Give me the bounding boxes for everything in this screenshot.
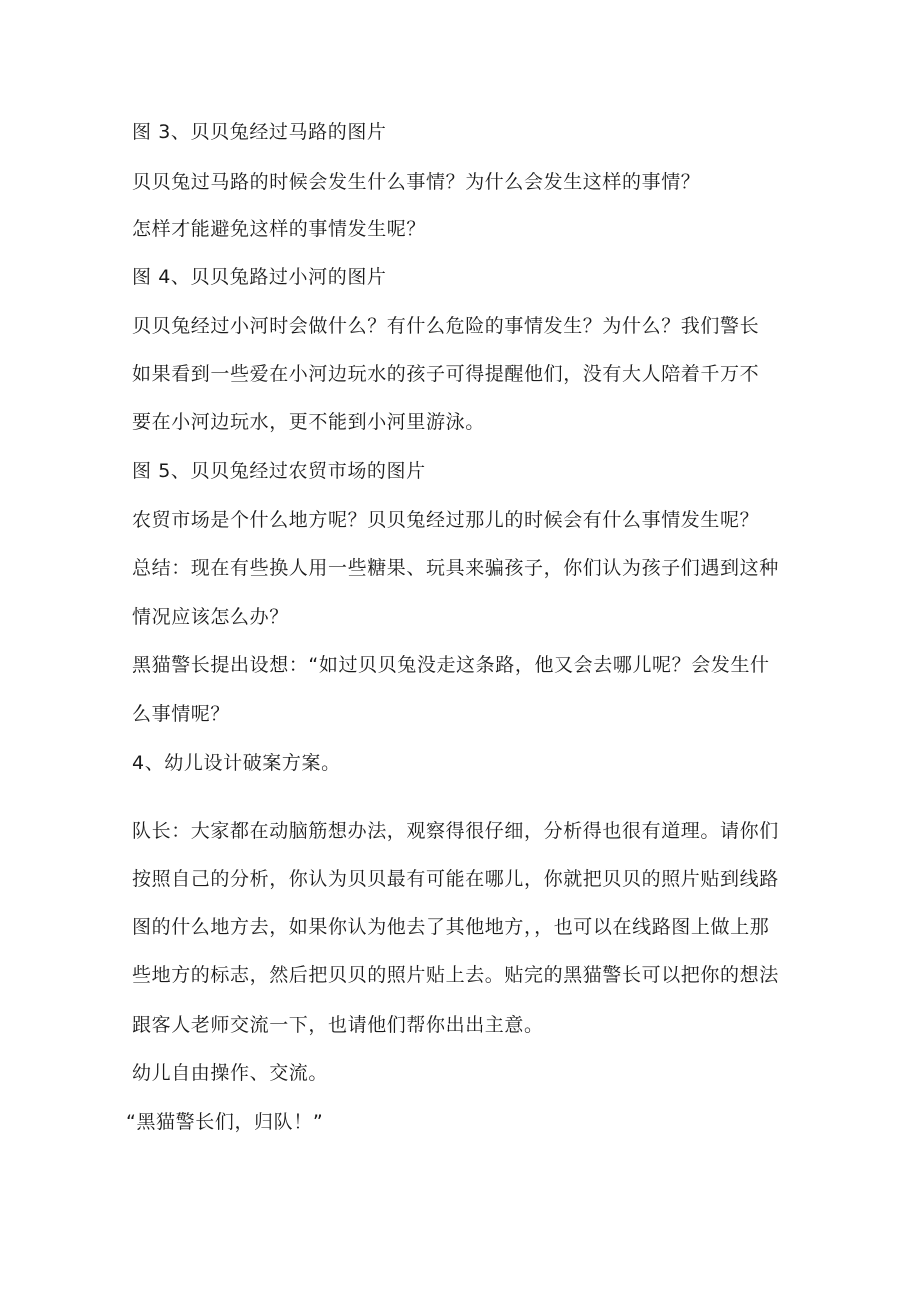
paragraph-line: 黑猫警长提出设想：“如过贝贝兔没走这条路，他又会去哪儿呢？会发生什 [132, 654, 770, 676]
paragraph-line: 跟客人老师交流一下，也请他们帮你出出主意。 [132, 1014, 544, 1036]
paragraph-line: 怎样才能避免这样的事情发生呢？ [132, 218, 427, 240]
paragraph-line: 么事情呢？ [132, 703, 231, 725]
paragraph-line: 情况应该怎么办？ [132, 606, 289, 628]
section-heading: 4、幼儿设计破案方案。 [132, 752, 341, 774]
paragraph-line: 如果看到一些爱在小河边玩水的孩子可得提醒他们，没有大人陪着千万不 [132, 363, 760, 385]
paragraph-line: 队长：大家都在动脑筋想办法，观察得很仔细，分析得也很有道理。请你们 [132, 820, 779, 842]
paragraph-line: 农贸市场是个什么地方呢？贝贝兔经过那儿的时候会有什么事情发生呢？ [132, 509, 760, 531]
summary-line: 总结：现在有些换人用一些糖果、玩具来骗孩子，你们认为孩子们遇到这种 [132, 557, 779, 579]
paragraph-line: 幼儿自由操作、交流。 [132, 1062, 329, 1084]
figure-4-caption: 图 4、贝贝兔路过小河的图片 [132, 266, 387, 288]
paragraph-line: 要在小河边玩水，更不能到小河里游泳。 [132, 411, 485, 433]
paragraph-line: 贝贝兔经过小河时会做什么？有什么危险的事情发生？为什么？我们警长 [132, 315, 760, 337]
paragraph-line: 图的什么地方去，如果你认为他去了其他地方，，也可以在线路图上做上那 [132, 916, 770, 938]
paragraph-line: 按照自己的分析，你认为贝贝最有可能在哪儿，你就把贝贝的照片贴到线路 [132, 868, 779, 890]
closing-quote-line: “黑猫警长们，归队！” [126, 1111, 324, 1133]
figure-3-caption: 图 3、贝贝兔经过马路的图片 [132, 121, 387, 143]
paragraph-line: 些地方的标志，然后把贝贝的照片贴上去。贴完的黑猫警长可以把你的想法 [132, 964, 779, 986]
figure-5-caption: 图 5、贝贝兔经过农贸市场的图片 [132, 460, 426, 482]
paragraph-line: 贝贝兔过马路的时候会发生什么事情？为什么会发生这样的事情？ [132, 171, 701, 193]
